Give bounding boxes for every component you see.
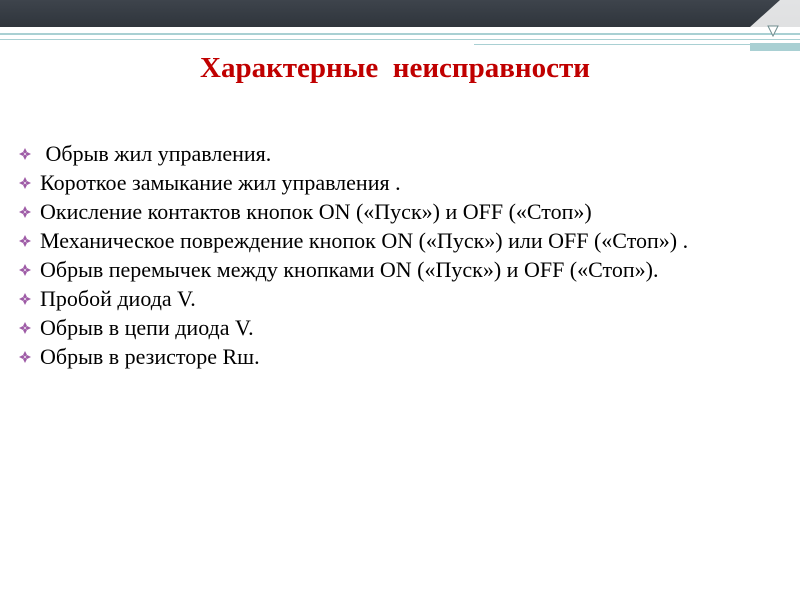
diamond-icon [18,198,40,225]
list-item-text: Обрыв жил управления. [40,141,272,166]
diamond-icon [18,314,40,341]
list-item [0,169,780,196]
slide-title: Характерные неисправности [200,52,590,84]
list-item-text: Механическое повреждение кнопок ON («Пуск») или OFF («Стоп») . [40,228,689,253]
list-item [0,256,780,283]
diamond-icon [18,256,40,283]
diamond-icon [18,343,40,370]
diamond-icon [18,227,40,254]
list-item [0,314,780,341]
list-item-text: Окисление контактов кнопок ON («Пуск») и OFF («Стоп») [40,199,592,224]
diamond-icon [18,285,40,312]
list-item [0,227,780,254]
list-item-text: Обрыв в цепи диода V. [40,315,254,340]
list-item [0,198,780,225]
header-bar [0,0,800,27]
bullet-list [0,140,780,372]
list-item [0,140,780,167]
decorative-block [750,43,800,51]
list-item [0,343,780,370]
diamond-icon [18,140,40,167]
triangle-marker-icon [767,25,779,37]
list-item-text: Обрыв в резисторе Rш. [40,344,260,369]
decorative-line [0,33,800,35]
list-item-text: Обрыв перемычек между кнопками ON («Пуск») и OFF («Стоп»). [40,257,659,282]
list-item-text: Короткое замыкание жил управления . [40,170,401,195]
decorative-line [0,39,800,40]
list-item-text: Пробой диода V. [40,286,196,311]
diamond-icon [18,169,40,196]
list-item [0,285,780,312]
